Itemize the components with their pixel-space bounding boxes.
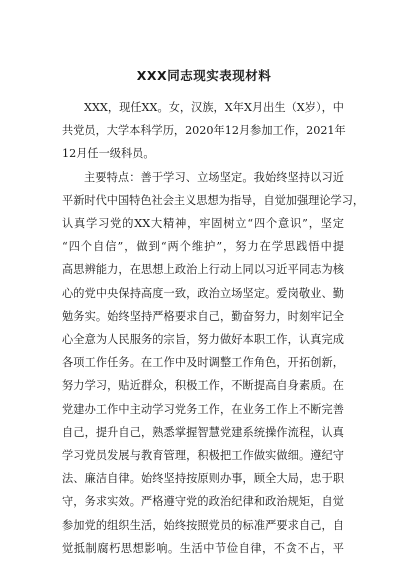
text-line: “四个自信”，做到“两个维护”，努力在学思践悟中提 xyxy=(62,240,344,254)
text-line: 高思辨能力，在思想上政治上行动上同以习近平同志为核 xyxy=(62,263,344,277)
text-line: 各项工作任务。在工作中及时调整工作角色，开拓创新， xyxy=(62,356,344,370)
text-line: 共党员，大学本科学历，2020年12月参加工作，2021年 xyxy=(62,124,346,138)
paragraph-main xyxy=(62,166,365,560)
text-line: 参加党的组织生活，始终按照党员的标准严要求自己，自 xyxy=(62,518,344,532)
text-line: 心全意为人民服务的宗旨，努力做好本职工作，认真完成 xyxy=(62,333,344,347)
text-line: 自己，提升自己，熟悉掌握智慧党建系统操作流程，认真 xyxy=(62,425,344,439)
text-line: 党建办工作中主动学习党务工作，在业务工作上不断完善 xyxy=(62,402,344,416)
text-line: 12月任一级科员。 xyxy=(62,147,155,161)
text-line: 觉抵制腐朽思想影响。生活中节俭自律，不贪不占，平 xyxy=(62,541,344,555)
text-line: 心的党中央保持高度一致，政治立场坚定。爱岗敬业、勤 xyxy=(62,286,344,300)
paragraph-intro xyxy=(62,96,344,166)
document-title: XXX同志现实表现材料 xyxy=(136,68,272,83)
text-line: 法、廉洁自律。始终坚持按原则办事，顾全大局，忠于职 xyxy=(62,472,344,486)
text-line: 勉务实。始终坚持严格要求自己，勤奋努力，时刻牢记全 xyxy=(62,309,344,323)
text-line: XXX，现任XX。女，汉族，X年X月出生（X岁），中 xyxy=(84,101,344,114)
text-line: 努力学习，贴近群众，积极工作，不断提高自身素质。在 xyxy=(62,379,344,393)
text-line: 平新时代中国特色社会主义思想为指导，自觉加强理论学习， xyxy=(62,193,365,207)
document-body xyxy=(62,96,365,560)
text-line: 认真学习党的XX大精神，牢固树立“四个意识”，坚定 xyxy=(62,217,344,231)
text-line: 主要特点：善于学习、立场坚定。我始终坚持以习近 xyxy=(84,170,344,184)
text-line: 学习党员发展与教育管理，积极把工作做实做细。遵纪守 xyxy=(62,449,344,463)
text-line: 守，务求实效。严格遵守党的政治纪律和政治规矩，自觉 xyxy=(62,495,344,509)
